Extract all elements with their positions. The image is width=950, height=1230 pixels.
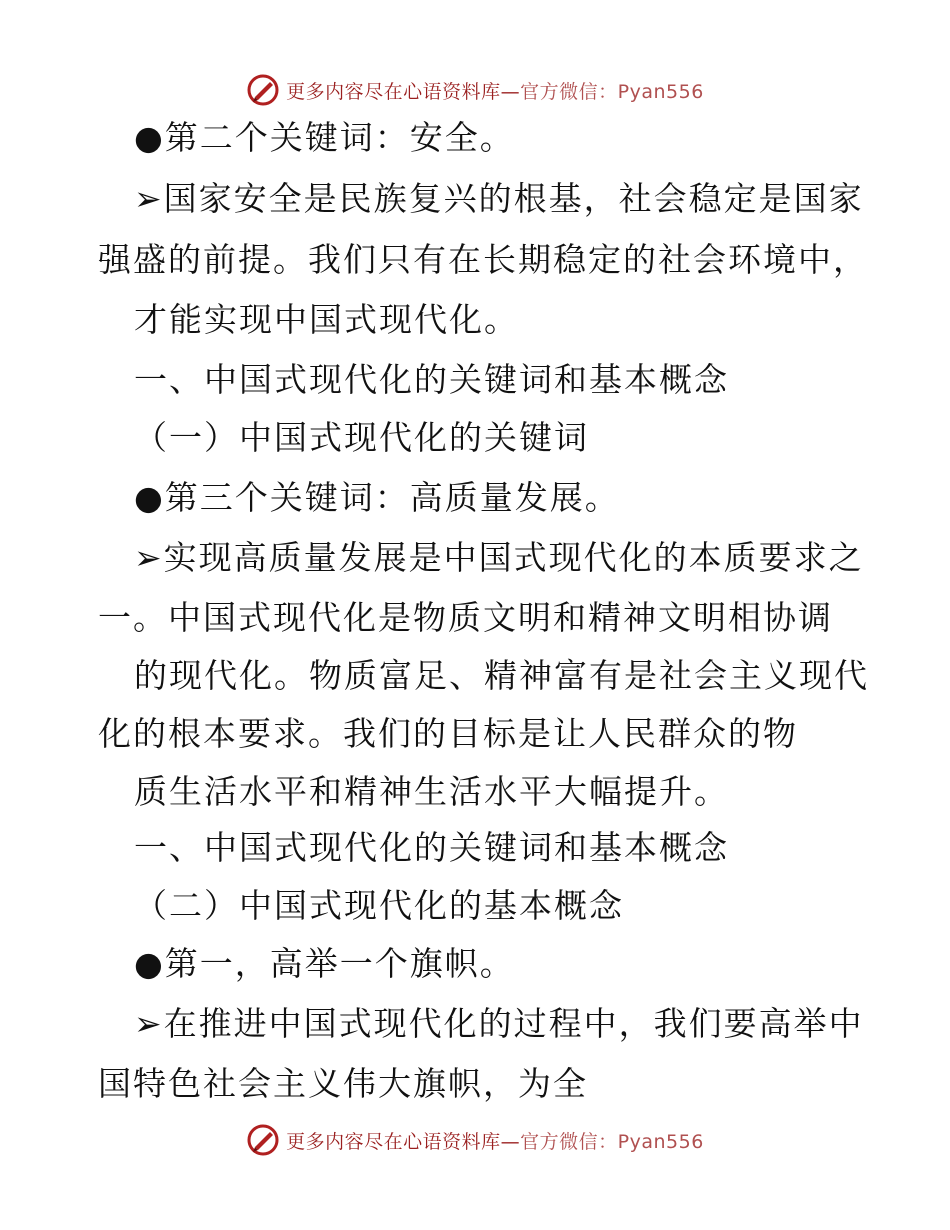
footer-site-text: 更多内容尽在心语资料库—	[286, 1130, 521, 1153]
paragraph-line: 质生活水平和精神生活水平大幅提升。	[134, 772, 729, 811]
paragraph-line: 才能实现中国式现代化。	[134, 300, 519, 339]
page-footer-banner	[0, 1120, 950, 1160]
paragraph-line: ➢国家安全是民族复兴的根基，社会稳定是国家	[134, 179, 864, 218]
header-text	[286, 77, 704, 104]
paragraph-line: ➢实现高质量发展是中国式现代化的本质要求之	[134, 538, 864, 577]
paragraph-line: ➢在推进中国式现代化的过程中，我们要高举中	[134, 1004, 864, 1043]
footer-wechat-text: 官方微信：Pyan556	[520, 1130, 704, 1153]
subsection-heading: （二）中国式现代化的基本概念	[134, 886, 624, 925]
bullet-keyword-quality: ●第三个关键词：高质量发展。	[134, 478, 620, 517]
section-heading: 一、中国式现代化的关键词和基本概念	[134, 360, 729, 399]
bullet-concept-flag: ●第一，高举一个旗帜。	[134, 944, 515, 983]
paragraph-line: 化的根本要求。我们的目标是让人民群众的物	[98, 714, 798, 753]
bullet-keyword-security: ●第二个关键词：安全。	[134, 118, 515, 157]
paragraph-line: 国特色社会主义伟大旗帜，为全	[98, 1064, 588, 1103]
footer-text	[286, 1127, 704, 1154]
subsection-heading: （一）中国式现代化的关键词	[134, 418, 589, 457]
header-wechat-text: 官方微信：Pyan556	[520, 80, 704, 103]
paragraph-line: 一。中国式现代化是物质文明和精神文明相协调	[98, 598, 833, 637]
section-heading: 一、中国式现代化的关键词和基本概念	[134, 828, 729, 867]
paragraph-line: 强盛的前提。我们只有在长期稳定的社会环境中，	[98, 240, 868, 279]
paragraph-line: 的现代化。物质富足、精神富有是社会主义现代	[134, 656, 869, 695]
pen-seal-logo-icon	[246, 1123, 280, 1157]
pen-seal-logo-icon	[246, 73, 280, 107]
page-header-banner	[0, 70, 950, 110]
header-site-text: 更多内容尽在心语资料库—	[286, 80, 521, 103]
